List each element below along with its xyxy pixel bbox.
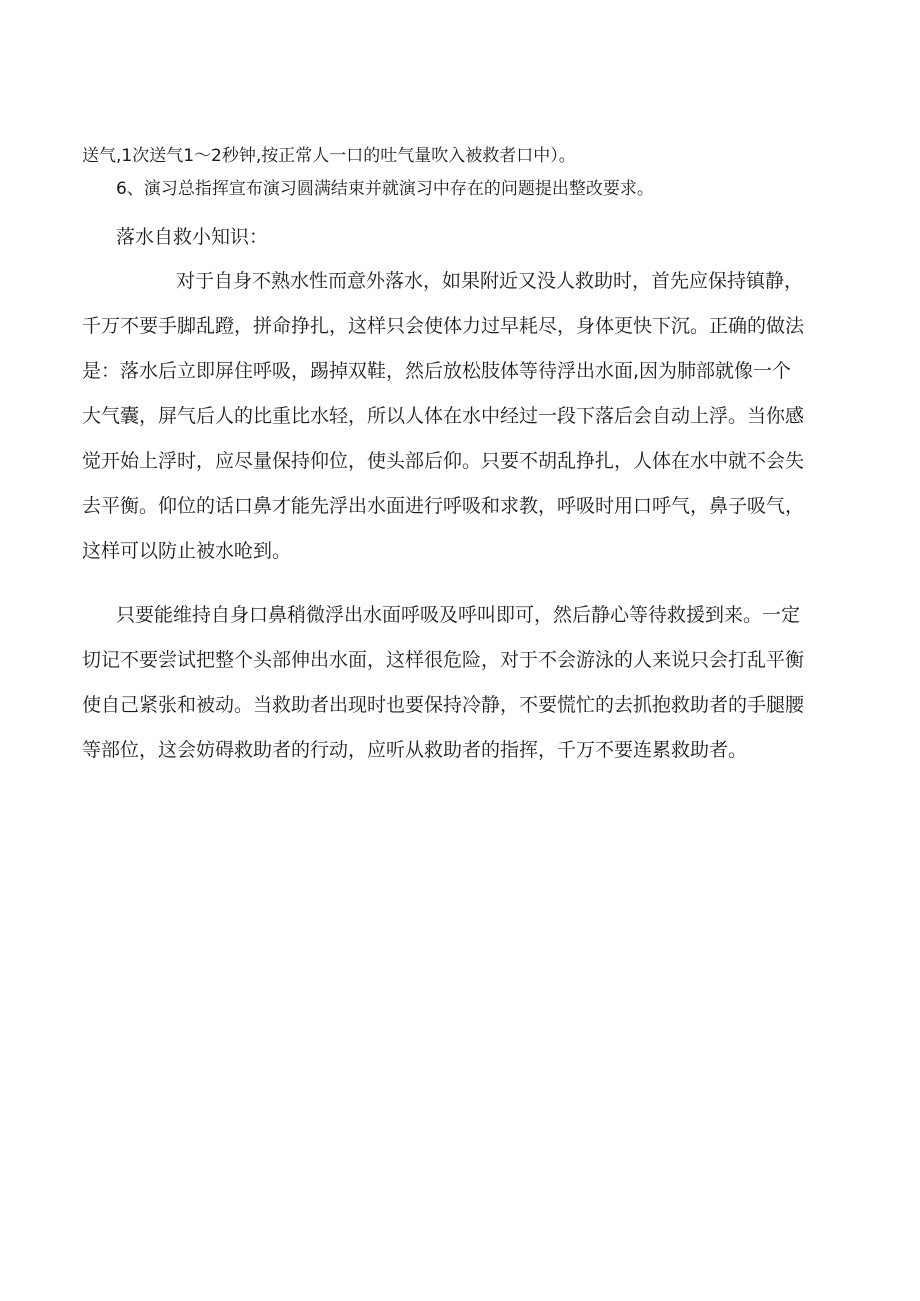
paragraph-1-line-1: 对于自身不熟水性而意外落水，如果附近又没人救助时，首先应保持镇静， [176, 270, 804, 292]
paragraph-1-line-2: 千万不要手脚乱蹬，拼命挣扎，这样只会使体力过早耗尽，身体更快下沉。正确的做法 [82, 315, 805, 337]
paragraph-2-line-4: 等部位，这会妨碍救助者的行动，应听从救助者的指挥，千万不要连累救助者。 [82, 739, 748, 761]
paragraph-1-line-7: 这样可以防止被水呛到。 [82, 540, 292, 562]
paragraph-1-line-3: 是：落水后立即屏住呼吸，踢掉双鞋，然后放松肢体等待浮出水面,因为肺部就像一个 [82, 360, 792, 382]
paragraph-1-line-4: 大气囊，屏气后人的比重比水轻，所以人体在水中经过一段下落后会自动上浮。当你感 [82, 405, 805, 427]
paragraph-2-line-3: 使自己紧张和被动。当救助者出现时也要保持冷静，不要慌忙的去抓抱救助者的手腿腰 [82, 694, 805, 716]
paragraph-2-line-2: 切记不要尝试把整个头部伸出水面，这样很危险，对于不会游泳的人来说只会打乱平衡 [82, 649, 805, 671]
section-heading: 落水自救小知识： [116, 226, 269, 248]
paragraph-1-line-5: 觉开始上浮时，应尽量保持仰位，使头部后仰。只要不胡乱挣扎，人体在水中就不会失 [82, 450, 805, 472]
paragraph-2-line-1: 只要能维持自身口鼻稍微浮出水面呼吸及呼叫即可，然后静心等待救援到来。一定 [116, 604, 801, 626]
paragraph-1-line-6: 去平衡。仰位的话口鼻才能先浮出水面进行呼吸和求教，呼吸时用口呼气，鼻子吸气， [82, 495, 805, 517]
text-line-2: 6、演习总指挥宣布演习圆满结束并就演习中存在的问题提出整改要求。 [116, 179, 654, 199]
text-line-1: 送气,1次送气1～2秒钟,按正常人一口的吐气量吹入被救者口中）。 [82, 146, 576, 166]
